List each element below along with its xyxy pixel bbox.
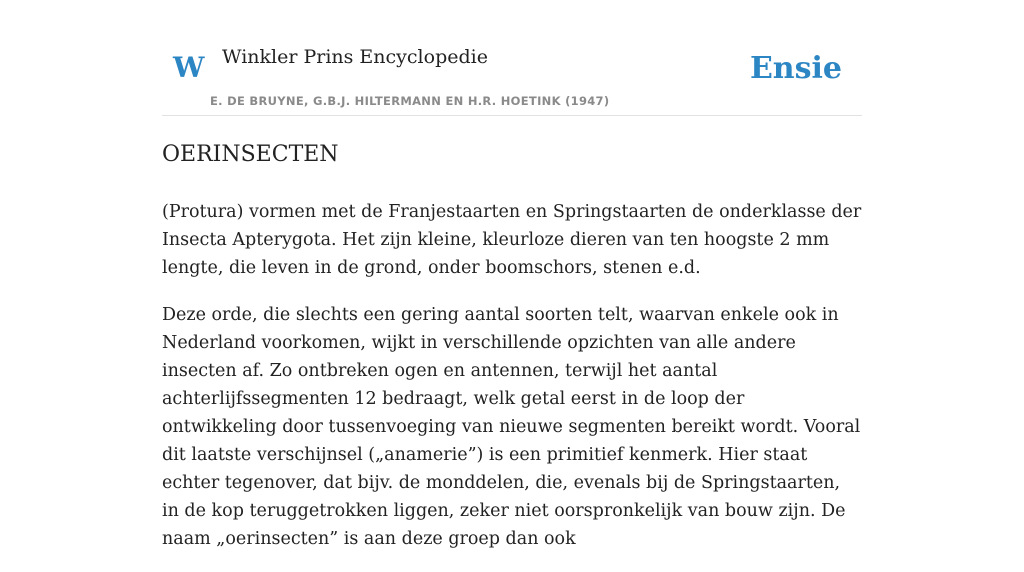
site-header [162, 40, 862, 116]
article-paragraph-1: (Protura) vormen met de Franjestaarten en Springstaarten de onderklasse der Insecta Apterygota. Het zijn kleine, kleurloze dieren van ten hoogste 2 mm lengte, die leven in de grond, onder boomschors, stenen e.d. [162, 202, 862, 278]
site-title[interactable]: Winkler Prins Encyclopedie [222, 46, 488, 68]
article [162, 140, 862, 572]
article-title: OERINSECTEN [162, 142, 339, 167]
article-paragraph-2: Deze orde, die slechts een gering aantal soorten telt, waarvan enkele ook in Nederland voorkomen, wijkt in verschillende opzichten van alle andere insecten af. Zo ontbreken ogen en antennen, terwijl het aantal achterlijfssegmenten 12 bedraagt, welk getal eerst in de loop der ontwikkeling door tussenvoeging van nieuwe segmenten bereikt wordt. Vooral dit laatste verschijnsel („anamerie”) is een primitief kenmerk. Hier staat echter tegenover, dat bijv. de monddelen, die, evenals bij de Springstaarten, in de kop teruggetrokken liggen, zeker niet oorspronkelijk van bouw zijn. De naam „oerinsecten” is aan deze groep dan ook [162, 305, 861, 549]
ensie-logo[interactable]: Ensie [749, 51, 842, 86]
logo-w-icon[interactable]: W [173, 51, 205, 84]
authors-line: E. DE BRUYNE, G.B.J. HILTERMANN EN H.R. HOETINK (1947) [210, 94, 610, 108]
